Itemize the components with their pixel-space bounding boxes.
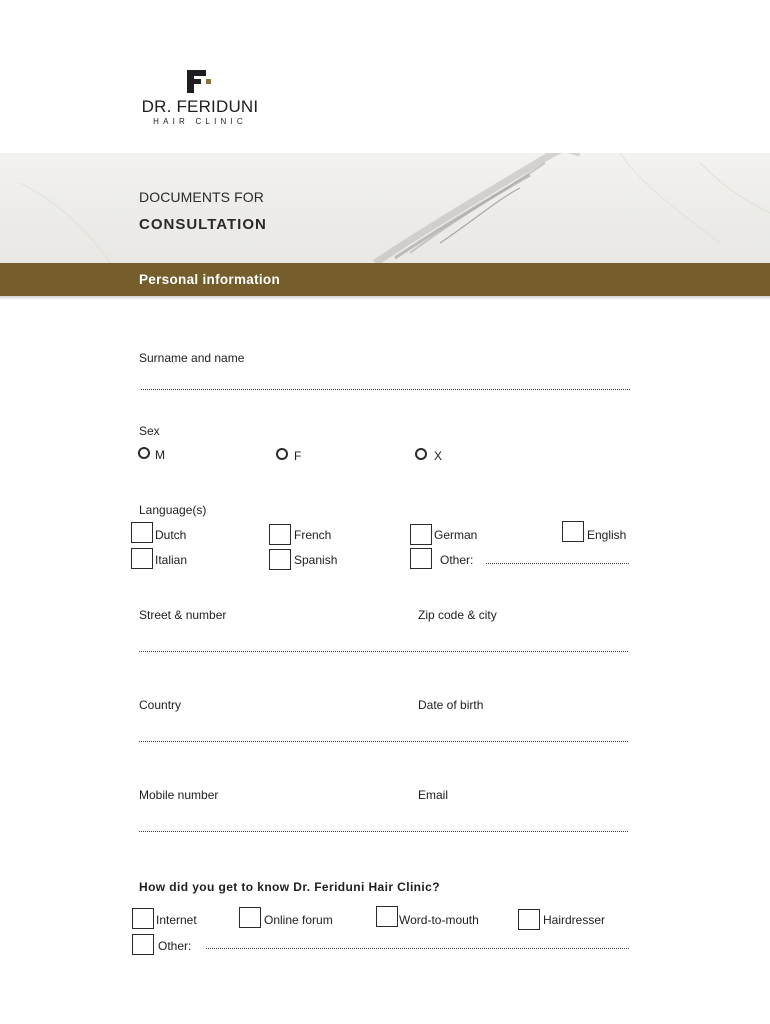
sex-option-f-label: F xyxy=(294,449,302,463)
dob-label: Date of birth xyxy=(418,698,484,712)
sex-option-m-label: M xyxy=(155,448,165,462)
language-checkbox-german[interactable] xyxy=(410,524,432,545)
referral-online-forum-label: Online forum xyxy=(264,913,333,927)
referral-question: How did you get to know Dr. Feriduni Hair Clinic? xyxy=(139,880,440,894)
language-checkbox-other[interactable] xyxy=(410,548,432,569)
document-heading-line2: CONSULTATION xyxy=(139,216,267,233)
language-checkbox-italian[interactable] xyxy=(131,548,153,569)
section-band xyxy=(0,263,770,296)
languages-label: Language(s) xyxy=(139,503,207,517)
referral-checkbox-word-to-mouth[interactable] xyxy=(376,906,398,927)
logo-name: DR. FERIDUNI xyxy=(141,97,259,116)
surname-input-line[interactable] xyxy=(141,389,630,390)
language-checkbox-english[interactable] xyxy=(562,521,584,542)
language-checkbox-french[interactable] xyxy=(269,524,291,545)
language-dutch-label: Dutch xyxy=(155,528,187,542)
street-label: Street & number xyxy=(139,608,227,622)
marble-header-banner xyxy=(0,153,770,263)
sex-radio-x[interactable] xyxy=(415,448,427,460)
language-other-input-line[interactable] xyxy=(486,563,629,564)
section-title: Personal information xyxy=(139,272,281,287)
language-spanish-label: Spanish xyxy=(294,553,338,567)
language-english-label: English xyxy=(587,528,627,542)
language-german-label: German xyxy=(434,528,478,542)
country-dob-input-line[interactable] xyxy=(139,741,628,742)
referral-checkbox-online-forum[interactable] xyxy=(239,907,261,928)
referral-word-to-mouth-label: Word-to-mouth xyxy=(399,913,479,927)
section-band-shadow xyxy=(0,296,770,300)
sex-radio-f[interactable] xyxy=(276,448,288,460)
logo-f-mark-icon xyxy=(187,70,217,93)
referral-checkbox-internet[interactable] xyxy=(132,908,154,929)
sex-label: Sex xyxy=(139,424,160,438)
marble-texture xyxy=(0,153,770,263)
logo-subtitle: HAIR CLINIC xyxy=(153,117,247,126)
language-italian-label: Italian xyxy=(155,553,188,567)
language-other-label: Other: xyxy=(440,553,474,567)
zip-label: Zip code & city xyxy=(418,608,497,622)
referral-hairdresser-label: Hairdresser xyxy=(543,913,606,927)
sex-option-x-label: X xyxy=(434,449,443,463)
surname-label: Surname and name xyxy=(139,351,245,365)
country-label: Country xyxy=(139,698,182,712)
sex-radio-m[interactable] xyxy=(138,447,150,459)
referral-checkbox-hairdresser[interactable] xyxy=(518,909,540,930)
street-zip-input-line[interactable] xyxy=(139,651,628,652)
referral-internet-label: Internet xyxy=(156,913,197,927)
document-heading-line1: DOCUMENTS FOR xyxy=(139,189,264,205)
referral-other-input-line[interactable] xyxy=(206,948,629,949)
referral-other-label: Other: xyxy=(158,939,192,953)
language-french-label: French xyxy=(294,528,332,542)
mobile-email-input-line[interactable] xyxy=(139,831,628,832)
language-checkbox-dutch[interactable] xyxy=(131,522,153,543)
referral-checkbox-other[interactable] xyxy=(132,934,154,955)
mobile-label: Mobile number xyxy=(139,788,219,802)
email-label: Email xyxy=(418,788,449,802)
language-checkbox-spanish[interactable] xyxy=(269,549,291,570)
